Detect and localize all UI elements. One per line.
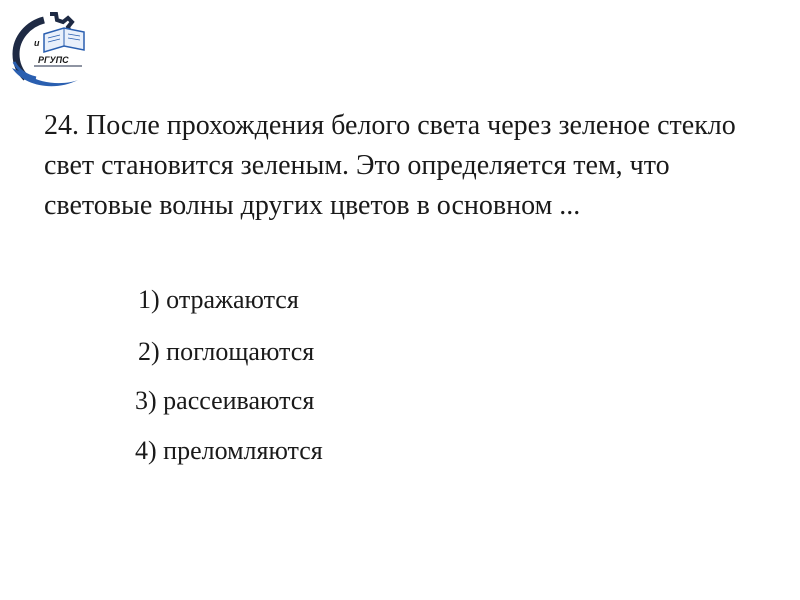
logo-text: РГУПС (38, 55, 69, 65)
answer-option-2[interactable]: 2) поглощаются (138, 337, 315, 366)
university-logo (4, 10, 96, 96)
svg-text:u: u (34, 38, 40, 48)
question-text: 24. После прохождения белого света через зеленое стекло свет становится зеленым. Это определяется тем, что световые волны других цветов в основном ... (44, 110, 736, 221)
answer-option-3[interactable]: 3) рассеиваются (135, 386, 315, 415)
rgups-logo-icon (4, 10, 96, 96)
answer-option-4[interactable]: 4) преломляются (135, 436, 323, 465)
answer-option-1[interactable]: 1) отражаются (138, 285, 299, 314)
